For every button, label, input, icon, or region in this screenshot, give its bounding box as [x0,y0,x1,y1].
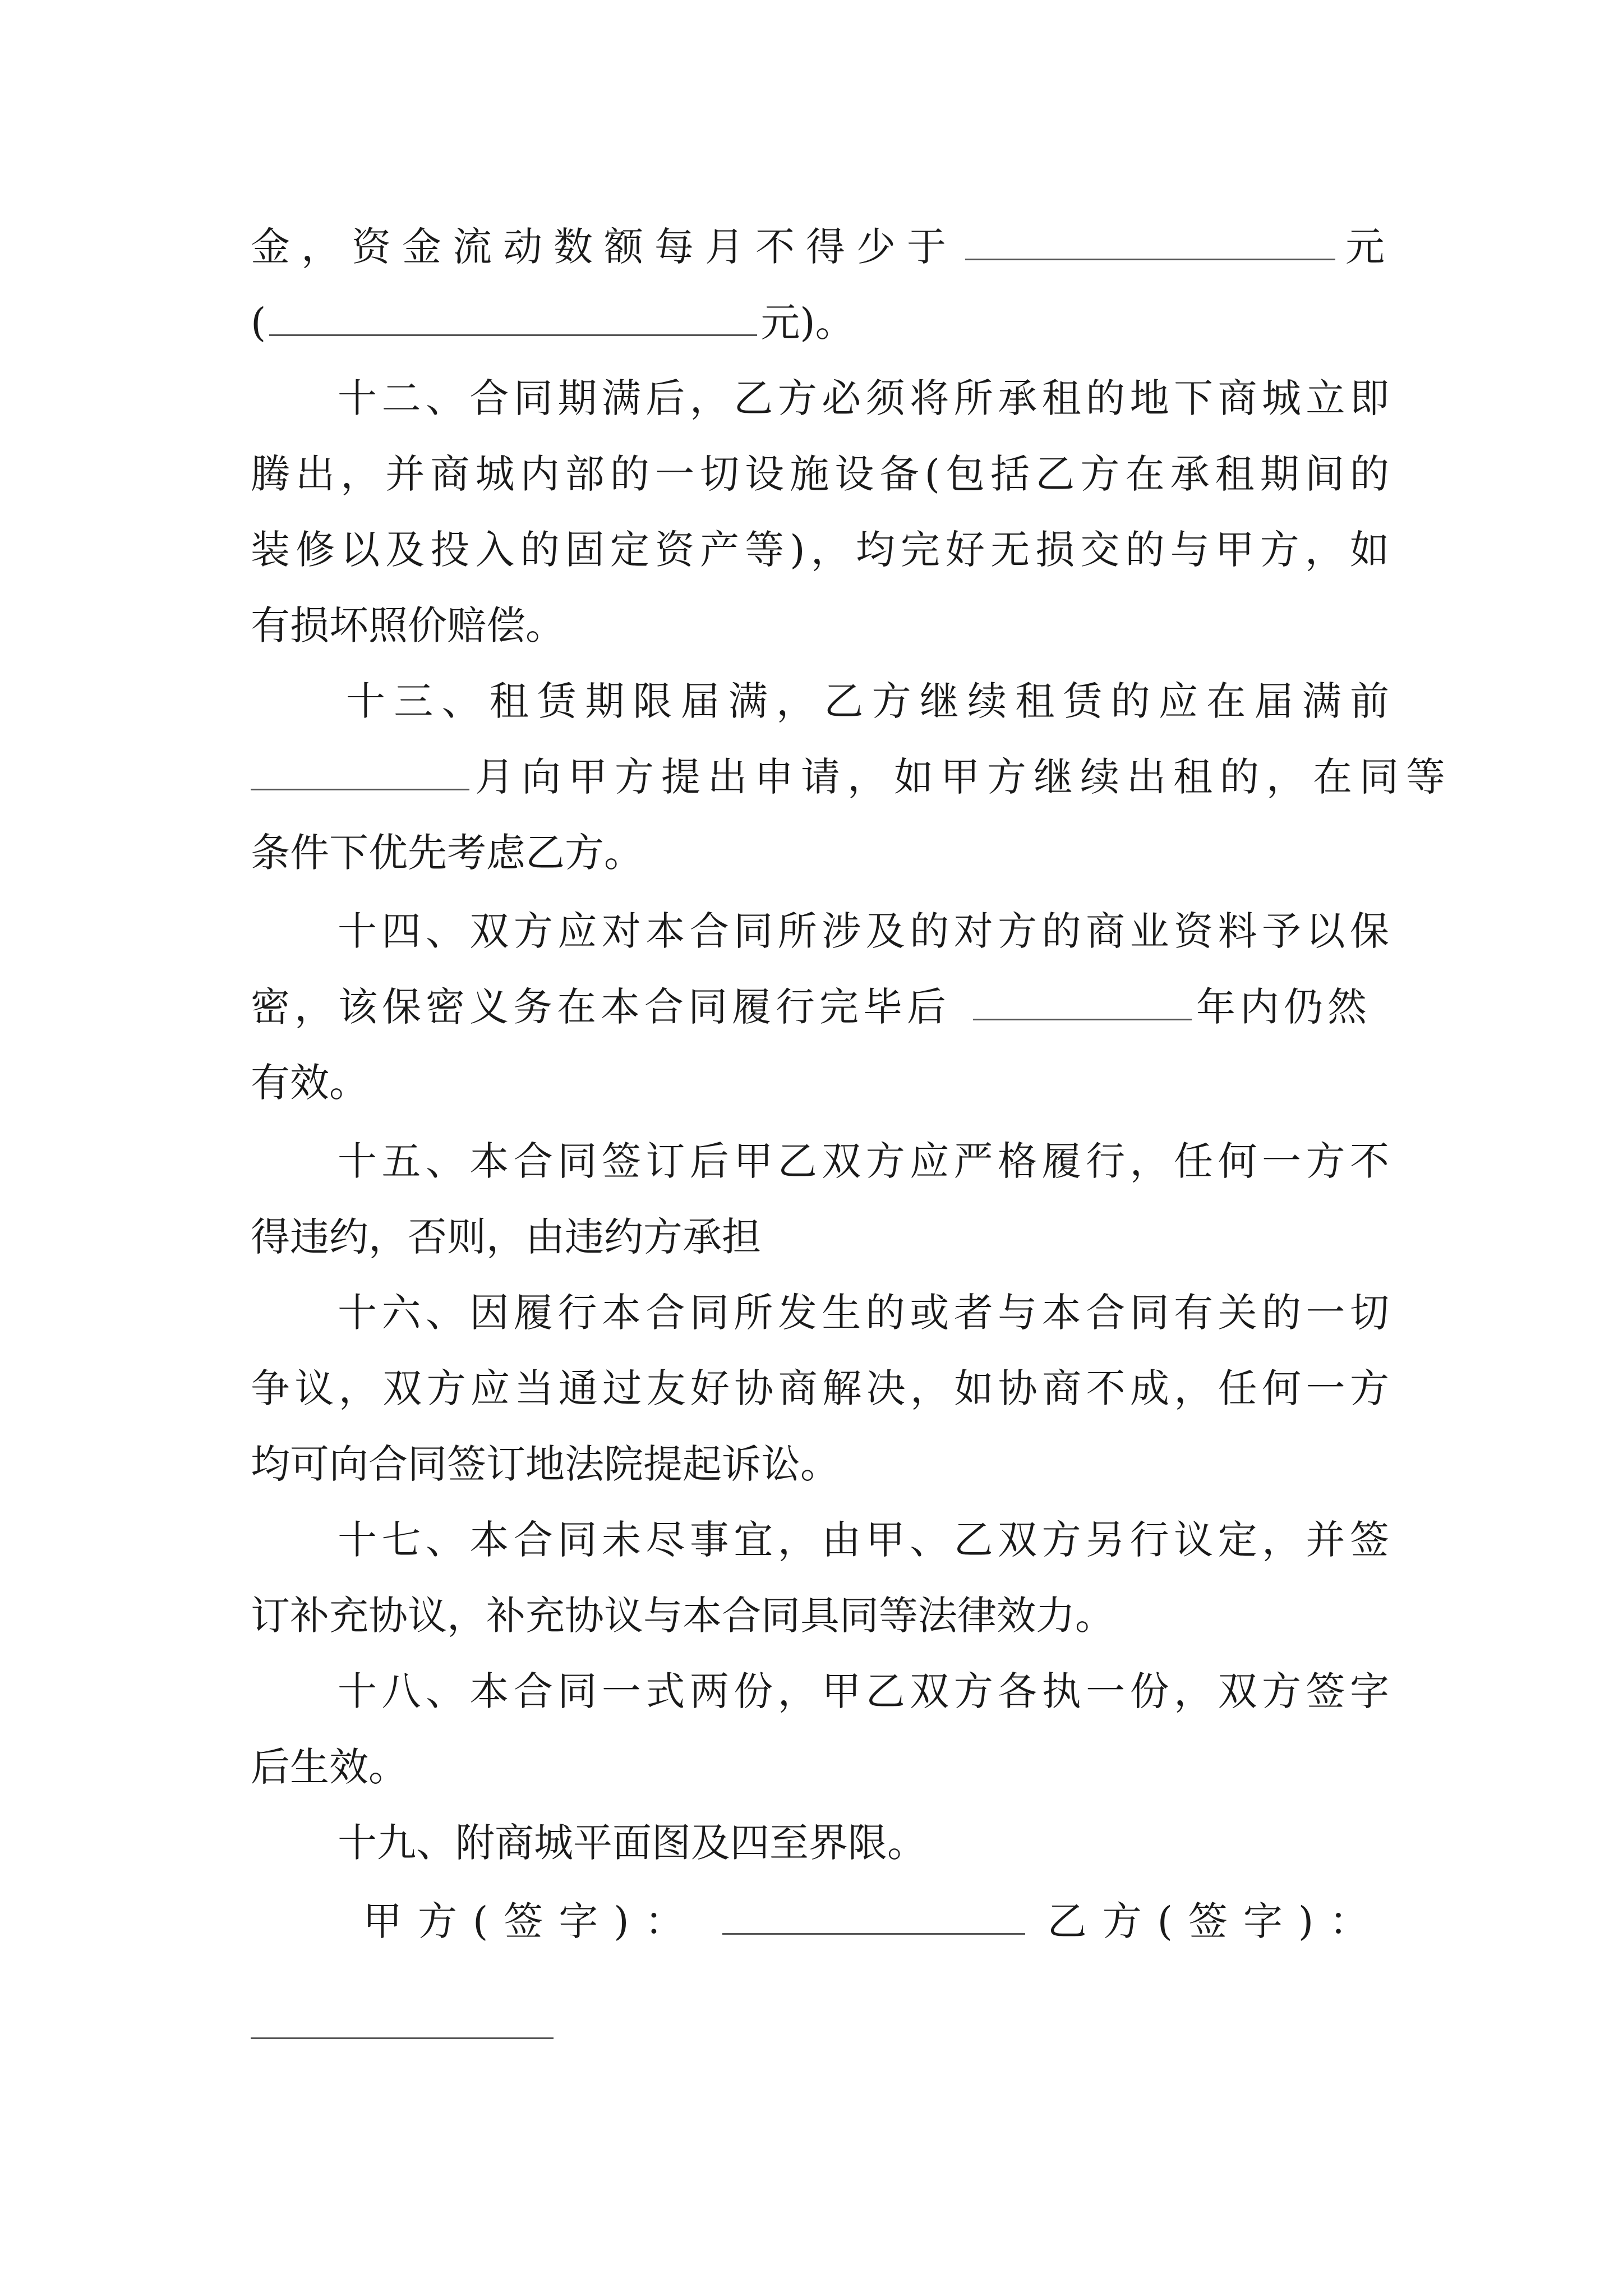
clause14-line1: 十四、双方应对本合同所涉及的对方的商业资料予以保 [338,908,1389,954]
clause11-text: 金，资金流动数额每月不得少于 [251,224,957,270]
amount-blank-2[interactable] [269,301,757,336]
clause16-line2: 争议，双方应当通过友好协商解决，如协商不成，任何一方 [251,1365,1389,1411]
clause17-line1: 十七、本合同未尽事宜，由甲、乙双方另行议定，并签 [338,1517,1389,1563]
clause13-text: 月向甲方提出申请，如甲方继续出租的，在同等 [475,754,1453,800]
party-b-signature-blank[interactable] [251,2037,554,2039]
clause18-line1: 十八、本合同一式两份，甲乙双方各执一份，双方签字 [338,1668,1389,1714]
party-a-signature-label: 甲方(签字)： [363,1898,700,1944]
clause14-text-b: 年内仍然 [1196,984,1371,1030]
clause13-line2 [251,738,1453,816]
amount-blank-1[interactable] [965,225,1335,260]
clause13-line1: 十三、租赁期限届满，乙方继续租赁的应在届满前 [346,678,1389,724]
clause12-line2: 腾出，并商城内部的一切设施设备(包括乙方在承租期间的 [251,451,1389,497]
months-blank[interactable] [251,755,469,790]
clause15-line2: 得违约，否则，由违约方承担 [251,1214,761,1260]
clause15-line1: 十五、本合同签订后甲乙双方应严格履行，任何一方不 [338,1138,1389,1184]
clause12-line4: 有损坏照价赔偿。 [251,602,565,648]
clause11-line2 [251,283,1389,362]
clause16-line3: 均可向合同签订地法院提起诉讼。 [251,1441,840,1487]
clause14-line3: 有效。 [251,1060,368,1106]
signature-line [251,1882,1389,1961]
clause14-line2 [251,968,1389,1046]
unit-yuan: 元 [1345,224,1396,270]
clause11-line1 [251,208,1396,286]
paren-open: ( [251,300,266,346]
clause18-line2: 后生效。 [251,1744,408,1790]
years-blank[interactable] [973,985,1192,1020]
paren-close: 元)。 [760,300,855,346]
party-b-signature-label: 乙方(签字)： [1047,1898,1385,1944]
clause12-line3: 装修以及投入的固定资产等)，均完好无损交的与甲方，如 [251,527,1389,573]
clause19-line1: 十九、附商城平面图及四至界限。 [338,1820,926,1866]
clause16-line1: 十六、因履行本合同所发生的或者与本合同有关的一切 [338,1290,1389,1336]
clause14-text-a: 密，该保密义务在本合同履行完毕后 [251,984,951,1030]
party-a-signature-blank[interactable] [722,1899,1025,1935]
clause12-line1: 十二、合同期满后，乙方必须将所承租的地下商城立即 [338,375,1389,421]
clause13-line3: 条件下优先考虑乙方。 [251,830,643,876]
clause17-line2: 订补充协议，补充协议与本合同具同等法律效力。 [251,1593,1114,1639]
